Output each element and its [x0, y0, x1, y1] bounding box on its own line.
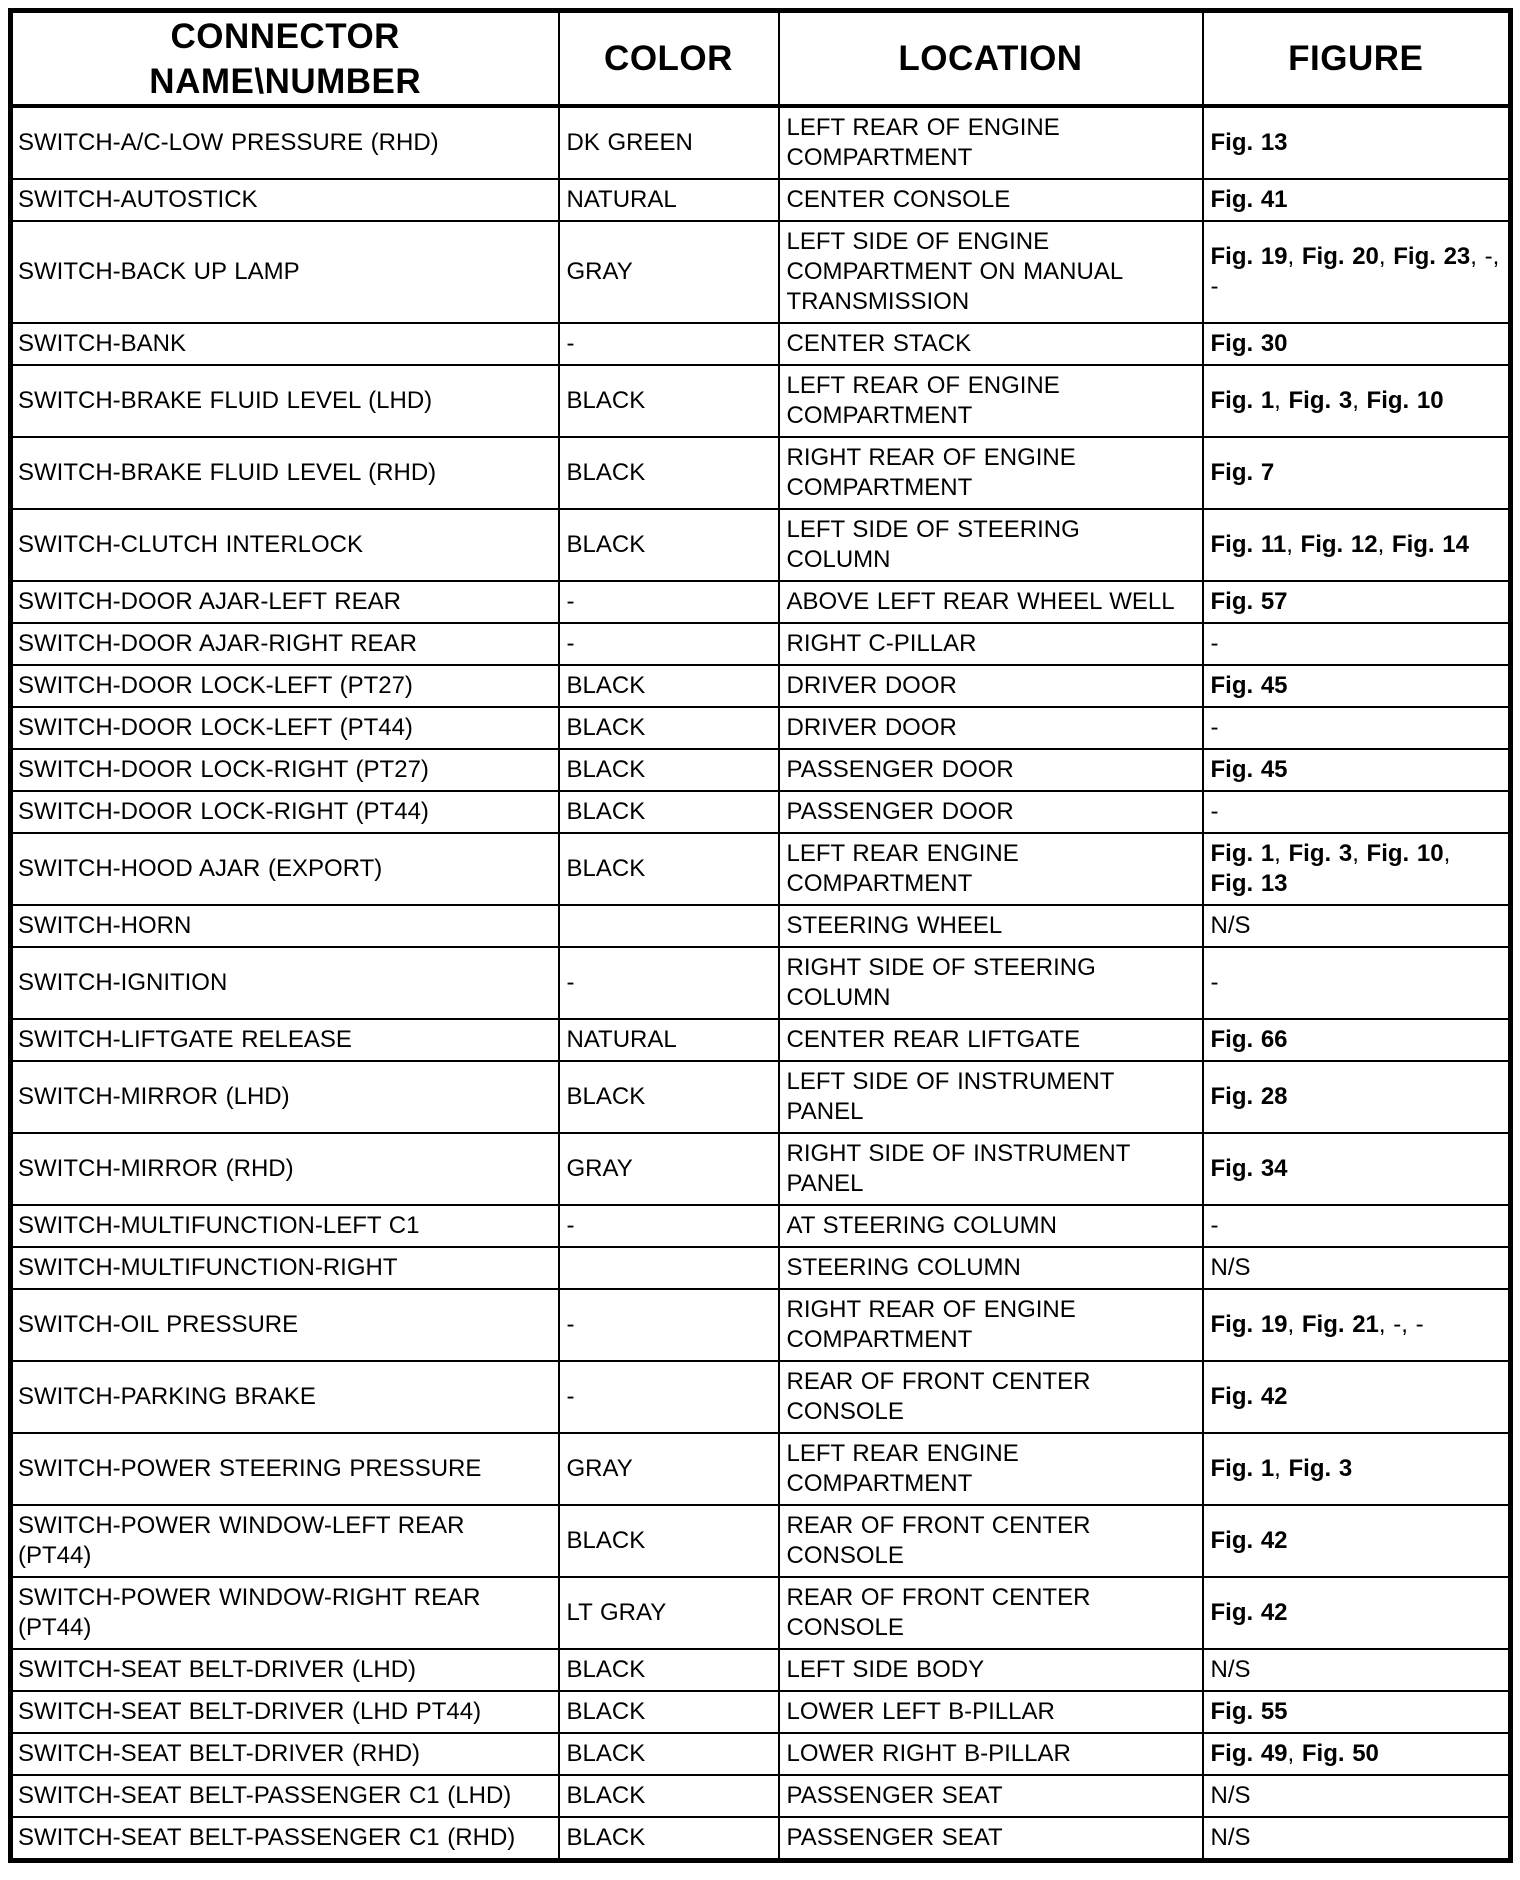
figure-cell: Fig. 1, Fig. 3 [1203, 1433, 1511, 1505]
figure-cell: Fig. 28 [1203, 1061, 1511, 1133]
connector-name-cell: SWITCH-MULTIFUNCTION-RIGHT [11, 1247, 559, 1289]
connector-name-cell: SWITCH-MIRROR (RHD) [11, 1133, 559, 1205]
connector-name-cell: SWITCH-IGNITION [11, 947, 559, 1019]
location-cell: LEFT SIDE OF ENGINE COMPARTMENT ON MANUAL TRANSMISSION [779, 221, 1203, 323]
figure-cell: Fig. 19, Fig. 21, -, - [1203, 1289, 1511, 1361]
table-row [11, 1061, 1511, 1133]
table-row [11, 1205, 1511, 1247]
color-cell: BLACK [559, 1775, 779, 1817]
connector-name-cell: SWITCH-SEAT BELT-DRIVER (LHD PT44) [11, 1691, 559, 1733]
table-row [11, 1289, 1511, 1361]
connector-table-body [11, 106, 1511, 1861]
figure-cell: N/S [1203, 1817, 1511, 1861]
color-cell: NATURAL [559, 179, 779, 221]
table-row [11, 365, 1511, 437]
figure-cell: Fig. 45 [1203, 665, 1511, 707]
table-row [11, 1133, 1511, 1205]
connector-name-cell: SWITCH-SEAT BELT-DRIVER (LHD) [11, 1649, 559, 1691]
table-header-row [11, 11, 1511, 107]
table-row [11, 1361, 1511, 1433]
connector-name-cell: SWITCH-MIRROR (LHD) [11, 1061, 559, 1133]
table-row [11, 1691, 1511, 1733]
table-row [11, 833, 1511, 905]
location-cell: LEFT REAR ENGINE COMPARTMENT [779, 833, 1203, 905]
table-row [11, 323, 1511, 365]
color-cell: BLACK [559, 791, 779, 833]
color-cell: GRAY [559, 221, 779, 323]
location-cell: LEFT SIDE OF INSTRUMENT PANEL [779, 1061, 1203, 1133]
connector-name-cell: SWITCH-BRAKE FLUID LEVEL (LHD) [11, 365, 559, 437]
figure-cell: Fig. 45 [1203, 749, 1511, 791]
connector-name-cell: SWITCH-DOOR LOCK-RIGHT (PT44) [11, 791, 559, 833]
location-cell: RIGHT REAR OF ENGINE COMPARTMENT [779, 437, 1203, 509]
color-cell: BLACK [559, 1691, 779, 1733]
color-cell [559, 905, 779, 947]
table-row [11, 1247, 1511, 1289]
location-cell: STEERING COLUMN [779, 1247, 1203, 1289]
color-cell: - [559, 623, 779, 665]
table-row [11, 1019, 1511, 1061]
header-cell-figure: FIGURE [1203, 11, 1511, 107]
connector-name-cell: SWITCH-SEAT BELT-DRIVER (RHD) [11, 1733, 559, 1775]
location-cell: DRIVER DOOR [779, 707, 1203, 749]
location-cell: CENTER STACK [779, 323, 1203, 365]
location-cell: LEFT SIDE OF STEERING COLUMN [779, 509, 1203, 581]
table-row [11, 791, 1511, 833]
figure-cell: Fig. 7 [1203, 437, 1511, 509]
location-cell: DRIVER DOOR [779, 665, 1203, 707]
color-cell: NATURAL [559, 1019, 779, 1061]
table-row [11, 749, 1511, 791]
location-cell: LEFT REAR OF ENGINE COMPARTMENT [779, 365, 1203, 437]
table-row [11, 179, 1511, 221]
location-cell: CENTER CONSOLE [779, 179, 1203, 221]
color-cell: GRAY [559, 1133, 779, 1205]
table-row [11, 1505, 1511, 1577]
table-row [11, 1733, 1511, 1775]
table-row [11, 665, 1511, 707]
connector-name-cell: SWITCH-LIFTGATE RELEASE [11, 1019, 559, 1061]
connector-name-cell: SWITCH-DOOR LOCK-LEFT (PT44) [11, 707, 559, 749]
location-cell: PASSENGER SEAT [779, 1775, 1203, 1817]
connector-name-cell: SWITCH-PARKING BRAKE [11, 1361, 559, 1433]
figure-cell: Fig. 42 [1203, 1361, 1511, 1433]
figure-cell: Fig. 34 [1203, 1133, 1511, 1205]
color-cell: - [559, 947, 779, 1019]
figure-cell: Fig. 42 [1203, 1577, 1511, 1649]
connector-name-cell: SWITCH-HORN [11, 905, 559, 947]
connector-name-cell: SWITCH-MULTIFUNCTION-LEFT C1 [11, 1205, 559, 1247]
table-row [11, 905, 1511, 947]
connector-name-cell: SWITCH-DOOR AJAR-RIGHT REAR [11, 623, 559, 665]
table-row [11, 707, 1511, 749]
color-cell: BLACK [559, 1505, 779, 1577]
color-cell: BLACK [559, 749, 779, 791]
figure-cell: Fig. 41 [1203, 179, 1511, 221]
location-cell: LEFT REAR OF ENGINE COMPARTMENT [779, 106, 1203, 179]
connector-name-cell: SWITCH-SEAT BELT-PASSENGER C1 (RHD) [11, 1817, 559, 1861]
figure-cell: N/S [1203, 1247, 1511, 1289]
location-cell: PASSENGER SEAT [779, 1817, 1203, 1861]
table-row [11, 221, 1511, 323]
connector-name-cell: SWITCH-DOOR AJAR-LEFT REAR [11, 581, 559, 623]
header-cell-color: COLOR [559, 11, 779, 107]
figure-cell: - [1203, 947, 1511, 1019]
table-row [11, 509, 1511, 581]
table-row [11, 1775, 1511, 1817]
table-header [11, 11, 1511, 107]
connector-name-cell: SWITCH-CLUTCH INTERLOCK [11, 509, 559, 581]
location-cell: RIGHT C-PILLAR [779, 623, 1203, 665]
connector-name-cell: SWITCH-DOOR LOCK-RIGHT (PT27) [11, 749, 559, 791]
figure-cell: Fig. 11, Fig. 12, Fig. 14 [1203, 509, 1511, 581]
table-row [11, 1433, 1511, 1505]
location-cell: AT STEERING COLUMN [779, 1205, 1203, 1247]
color-cell: - [559, 1289, 779, 1361]
connector-name-cell: SWITCH-BACK UP LAMP [11, 221, 559, 323]
color-cell: BLACK [559, 1817, 779, 1861]
color-cell: - [559, 581, 779, 623]
connector-name-cell: SWITCH-POWER STEERING PRESSURE [11, 1433, 559, 1505]
connector-name-cell: SWITCH-SEAT BELT-PASSENGER C1 (LHD) [11, 1775, 559, 1817]
color-cell: BLACK [559, 833, 779, 905]
color-cell: BLACK [559, 365, 779, 437]
connector-name-cell: SWITCH-POWER WINDOW-RIGHT REAR (PT44) [11, 1577, 559, 1649]
color-cell: BLACK [559, 707, 779, 749]
location-cell: PASSENGER DOOR [779, 749, 1203, 791]
table-row [11, 106, 1511, 179]
location-cell: STEERING WHEEL [779, 905, 1203, 947]
color-cell: BLACK [559, 509, 779, 581]
color-cell: - [559, 1205, 779, 1247]
figure-cell: Fig. 55 [1203, 1691, 1511, 1733]
header-cell-location: LOCATION [779, 11, 1203, 107]
figure-cell: Fig. 13 [1203, 106, 1511, 179]
color-cell: LT GRAY [559, 1577, 779, 1649]
color-cell: - [559, 323, 779, 365]
connector-table [8, 8, 1513, 1863]
table-row [11, 1649, 1511, 1691]
location-cell: REAR OF FRONT CENTER CONSOLE [779, 1505, 1203, 1577]
figure-cell: - [1203, 1205, 1511, 1247]
connector-name-cell: SWITCH-DOOR LOCK-LEFT (PT27) [11, 665, 559, 707]
table-row [11, 623, 1511, 665]
location-cell: ABOVE LEFT REAR WHEEL WELL [779, 581, 1203, 623]
table-row [11, 581, 1511, 623]
table-row [11, 947, 1511, 1019]
location-cell: REAR OF FRONT CENTER CONSOLE [779, 1361, 1203, 1433]
connector-name-cell: SWITCH-AUTOSTICK [11, 179, 559, 221]
table-row [11, 1817, 1511, 1861]
color-cell: BLACK [559, 665, 779, 707]
location-cell: RIGHT REAR OF ENGINE COMPARTMENT [779, 1289, 1203, 1361]
color-cell: - [559, 1361, 779, 1433]
color-cell: GRAY [559, 1433, 779, 1505]
figure-cell: N/S [1203, 905, 1511, 947]
location-cell: PASSENGER DOOR [779, 791, 1203, 833]
color-cell: BLACK [559, 1733, 779, 1775]
connector-name-cell: SWITCH-BRAKE FLUID LEVEL (RHD) [11, 437, 559, 509]
table-row [11, 437, 1511, 509]
figure-cell: Fig. 30 [1203, 323, 1511, 365]
location-cell: LEFT SIDE BODY [779, 1649, 1203, 1691]
figure-cell: Fig. 66 [1203, 1019, 1511, 1061]
figure-cell: Fig. 57 [1203, 581, 1511, 623]
location-cell: LOWER LEFT B-PILLAR [779, 1691, 1203, 1733]
figure-cell: - [1203, 623, 1511, 665]
figure-cell: N/S [1203, 1649, 1511, 1691]
location-cell: RIGHT SIDE OF INSTRUMENT PANEL [779, 1133, 1203, 1205]
color-cell [559, 1247, 779, 1289]
figure-cell: Fig. 19, Fig. 20, Fig. 23, -, - [1203, 221, 1511, 323]
table-row [11, 1577, 1511, 1649]
figure-cell: Fig. 49, Fig. 50 [1203, 1733, 1511, 1775]
connector-name-cell: SWITCH-POWER WINDOW-LEFT REAR (PT44) [11, 1505, 559, 1577]
location-cell: REAR OF FRONT CENTER CONSOLE [779, 1577, 1203, 1649]
connector-name-cell: SWITCH-OIL PRESSURE [11, 1289, 559, 1361]
location-cell: LEFT REAR ENGINE COMPARTMENT [779, 1433, 1203, 1505]
figure-cell: Fig. 1, Fig. 3, Fig. 10 [1203, 365, 1511, 437]
figure-cell: Fig. 42 [1203, 1505, 1511, 1577]
color-cell: BLACK [559, 437, 779, 509]
color-cell: BLACK [559, 1649, 779, 1691]
location-cell: CENTER REAR LIFTGATE [779, 1019, 1203, 1061]
color-cell: BLACK [559, 1061, 779, 1133]
location-cell: LOWER RIGHT B-PILLAR [779, 1733, 1203, 1775]
figure-cell: - [1203, 707, 1511, 749]
connector-name-cell: SWITCH-A/C-LOW PRESSURE (RHD) [11, 106, 559, 179]
figure-cell: N/S [1203, 1775, 1511, 1817]
figure-cell: - [1203, 791, 1511, 833]
color-cell: DK GREEN [559, 106, 779, 179]
location-cell: RIGHT SIDE OF STEERING COLUMN [779, 947, 1203, 1019]
figure-cell: Fig. 1, Fig. 3, Fig. 10, Fig. 13 [1203, 833, 1511, 905]
connector-name-cell: SWITCH-HOOD AJAR (EXPORT) [11, 833, 559, 905]
header-cell-connector-name: CONNECTOR NAME\NUMBER [11, 11, 559, 107]
connector-name-cell: SWITCH-BANK [11, 323, 559, 365]
